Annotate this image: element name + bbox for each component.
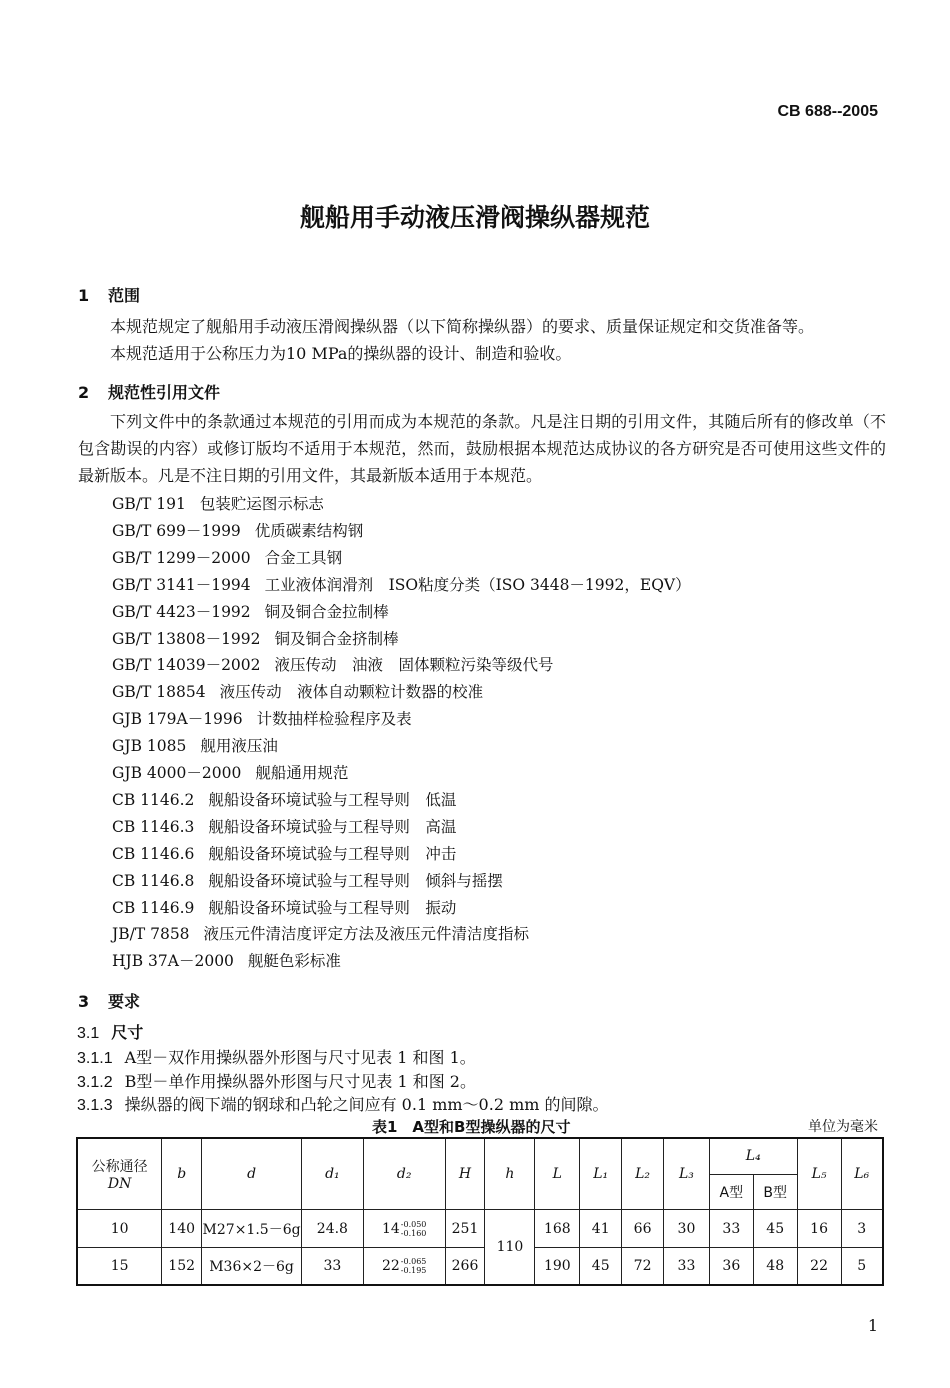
cell-L5: 22	[797, 1248, 841, 1285]
d2-tolerance	[401, 1220, 427, 1238]
header-d2: d₂	[363, 1138, 445, 1210]
reference-code: GB/T 191	[112, 495, 186, 513]
reference-title: 优质碳素结构钢	[254, 521, 364, 540]
reference-title: 舰船设备环境试验与工程导则 低温	[208, 790, 457, 809]
reference-title: 舰艇色彩标准	[247, 952, 341, 971]
reference-item	[112, 896, 456, 918]
cell-d1: 33	[301, 1248, 363, 1285]
reference-code: CB 1146.9	[112, 898, 195, 917]
clause-text: A型－双作用操纵器外形图与尺寸见表 1 和图 1。	[124, 1048, 476, 1067]
reference-code: GB/T 1299－2000	[112, 548, 251, 567]
header-dn-symbol: DN	[107, 1176, 132, 1192]
standard-code: CB 688--2005	[777, 103, 878, 120]
clause-number: 3.1.2	[77, 1074, 113, 1091]
reference-item	[112, 842, 456, 864]
cell-L4B: 45	[753, 1210, 797, 1248]
header-dn-label: 公称通径	[91, 1159, 148, 1175]
reference-code: CB 1146.8	[112, 871, 195, 890]
table-row	[77, 1210, 883, 1248]
header-d1: d₁	[301, 1138, 363, 1210]
cell-L2: 72	[622, 1248, 664, 1285]
header-L4-B: B型	[753, 1174, 797, 1210]
subsection-number: 3.1	[77, 1025, 100, 1042]
clause-3-1-3	[77, 1092, 609, 1115]
header-L2: L₂	[622, 1138, 664, 1210]
cell-H: 266	[445, 1248, 485, 1285]
section-number: 3	[78, 992, 90, 1011]
reference-code: GB/T 3141－1994	[112, 575, 251, 594]
header-d: d	[202, 1138, 302, 1210]
reference-code: CB 1146.3	[112, 817, 195, 836]
d2-tolerance	[401, 1257, 427, 1275]
section-1-para-1: 本规范规定了舰船用手动液压滑阀操纵器（以下简称操纵器）的要求、质量保证规定和交货准备等。	[110, 317, 815, 336]
document-title: 舰船用手动液压滑阀操纵器规范	[299, 203, 650, 232]
reference-item	[112, 869, 503, 891]
reference-code: CB 1146.2	[112, 790, 195, 809]
reference-item	[112, 492, 324, 514]
table-unit: 单位为毫米	[808, 1119, 878, 1135]
clause-3-1-1	[77, 1045, 476, 1068]
clause-text: 操纵器的阀下端的钢球和凸轮之间应有 0.1 mm～0.2 mm 的间隙。	[124, 1095, 609, 1114]
cell-L: 168	[535, 1210, 580, 1248]
reference-item	[112, 627, 399, 649]
subsection-3-1	[77, 1020, 143, 1043]
d2-lower: -0.195	[400, 1265, 427, 1275]
cell-h-merged: 110	[485, 1210, 535, 1285]
reference-item	[112, 546, 342, 568]
clause-text: B型－单作用操纵器外形图与尺寸见表 1 和图 2。	[124, 1072, 476, 1091]
cell-L: 190	[535, 1248, 580, 1285]
reference-code: GJB 179A－1996	[112, 710, 243, 729]
reference-title: 舰船设备环境试验与工程导则 倾斜与摇摆	[208, 871, 503, 890]
reference-code: GB/T 14039－2002	[112, 656, 261, 675]
reference-item	[112, 922, 529, 944]
reference-item	[112, 949, 341, 971]
header-L4: L₄	[709, 1138, 797, 1174]
reference-code: GB/T 4423－1992	[112, 602, 251, 621]
subsection-title: 尺寸	[111, 1023, 144, 1042]
cell-L4B: 48	[753, 1248, 797, 1285]
reference-code: GB/T 699－1999	[112, 521, 241, 540]
header-h: h	[485, 1138, 535, 1210]
header-L5: L₅	[797, 1138, 841, 1210]
header-L: L	[535, 1138, 580, 1210]
reference-title: 舰船设备环境试验与工程导则 冲击	[208, 844, 457, 863]
header-L3: L₃	[664, 1138, 710, 1210]
cell-L2: 66	[622, 1210, 664, 1248]
reference-title: 液压传动 油液 固体颗粒污染等级代号	[274, 656, 554, 675]
table-caption: 表1 A型和B型操纵器的尺寸	[372, 1118, 571, 1136]
reference-item	[112, 815, 456, 837]
section-2-heading	[78, 380, 220, 403]
cell-b: 152	[162, 1248, 202, 1285]
dimensions-table	[76, 1137, 884, 1286]
page-number: 1	[867, 1316, 878, 1335]
section-number: 2	[78, 383, 90, 402]
reference-code: HJB 37A－2000	[112, 952, 234, 971]
cell-dn: 15	[77, 1248, 162, 1285]
reference-item	[112, 761, 348, 783]
header-H: H	[445, 1138, 485, 1210]
header-b: b	[162, 1138, 202, 1210]
reference-title: 合金工具钢	[264, 548, 343, 567]
section-title: 要求	[108, 992, 141, 1011]
reference-title: 舰用液压油	[200, 737, 278, 756]
cell-H: 251	[445, 1210, 485, 1248]
header-L4-A: A型	[709, 1174, 753, 1210]
reference-item	[112, 788, 456, 810]
table-row	[77, 1248, 883, 1285]
cell-L1: 41	[580, 1210, 622, 1248]
reference-title: 舰船设备环境试验与工程导则 振动	[208, 898, 457, 917]
reference-title: 铜及铜合金拉制棒	[264, 602, 389, 621]
cell-dn: 10	[77, 1210, 162, 1248]
header-dn	[77, 1138, 162, 1210]
reference-title: 工业液体润滑剂 ISO粘度分类（ISO 3448－1992，EQV）	[264, 575, 691, 594]
cell-L6: 5	[841, 1248, 883, 1285]
reference-code: CB 1146.6	[112, 844, 195, 863]
section-1-para-2: 本规范适用于公称压力为10 MPa的操纵器的设计、制造和验收。	[110, 344, 572, 363]
reference-item	[112, 734, 278, 756]
reference-item	[112, 519, 363, 541]
section-number: 1	[78, 286, 90, 305]
cell-L3: 30	[664, 1210, 710, 1248]
clause-number: 3.1.1	[77, 1050, 113, 1067]
cell-d1: 24.8	[301, 1210, 363, 1248]
reference-code: JB/T 7858	[112, 925, 190, 944]
reference-title: 包装贮运图示标志	[199, 495, 324, 513]
header-L1: L₁	[580, 1138, 622, 1210]
section-title: 范围	[108, 286, 141, 305]
reference-code: GB/T 13808－1992	[112, 629, 261, 648]
reference-code: GB/T 18854	[112, 683, 206, 702]
clause-3-1-2	[77, 1069, 476, 1092]
cell-d: M27×1.5－6g	[202, 1210, 302, 1248]
d2-upper: -0.065	[400, 1256, 427, 1266]
section-1-heading	[78, 283, 140, 306]
reference-title: 液压元件清洁度评定方法及液压元件清洁度指标	[203, 925, 530, 944]
cell-b: 140	[162, 1210, 202, 1248]
cell-L4A: 33	[709, 1210, 753, 1248]
table-header-row	[77, 1138, 883, 1174]
cell-d2	[363, 1210, 445, 1248]
cell-d: M36×2－6g	[202, 1248, 302, 1285]
cell-L3: 33	[664, 1248, 710, 1285]
d2-base: 14	[381, 1220, 400, 1237]
cell-L6: 3	[841, 1210, 883, 1248]
section-2-intro: 下列文件中的条款通过本规范的引用而成为本规范的条款。凡是注日期的引用文件，其随后所有的修改单（不包含勘误的内容）或修订版均不适用于本规范，然而，鼓励根据本规范达成协议的各方研究是否可使用这些文件的最新版本。凡是不注日期的引用文件，其最新版本适用于本规范。	[78, 412, 886, 485]
cell-d2	[363, 1248, 445, 1285]
cell-L1: 45	[580, 1248, 622, 1285]
d2-lower: -0.160	[400, 1228, 427, 1238]
reference-item	[112, 653, 554, 675]
reference-title: 液压传动 液体自动颗粒计数器的校准	[219, 683, 484, 702]
reference-title: 舰船通用规范	[255, 764, 349, 782]
reference-title: 计数抽样检验程序及表	[256, 710, 412, 729]
header-L6: L₆	[841, 1138, 883, 1210]
reference-code: GJB 1085	[112, 737, 187, 756]
reference-item	[112, 680, 483, 702]
reference-title: 舰船设备环境试验与工程导则 高温	[208, 817, 457, 836]
section-title: 规范性引用文件	[108, 383, 221, 402]
reference-item	[112, 573, 691, 595]
d2-base: 22	[381, 1257, 400, 1274]
reference-code: GJB 4000－2000	[112, 764, 242, 782]
cell-L5: 16	[797, 1210, 841, 1248]
reference-item	[112, 600, 389, 622]
reference-title: 铜及铜合金挤制棒	[274, 629, 399, 648]
d2-upper: -0.050	[400, 1219, 427, 1229]
reference-item	[112, 707, 412, 729]
section-3-heading	[78, 989, 140, 1012]
clause-number: 3.1.3	[77, 1097, 113, 1114]
cell-L4A: 36	[709, 1248, 753, 1285]
